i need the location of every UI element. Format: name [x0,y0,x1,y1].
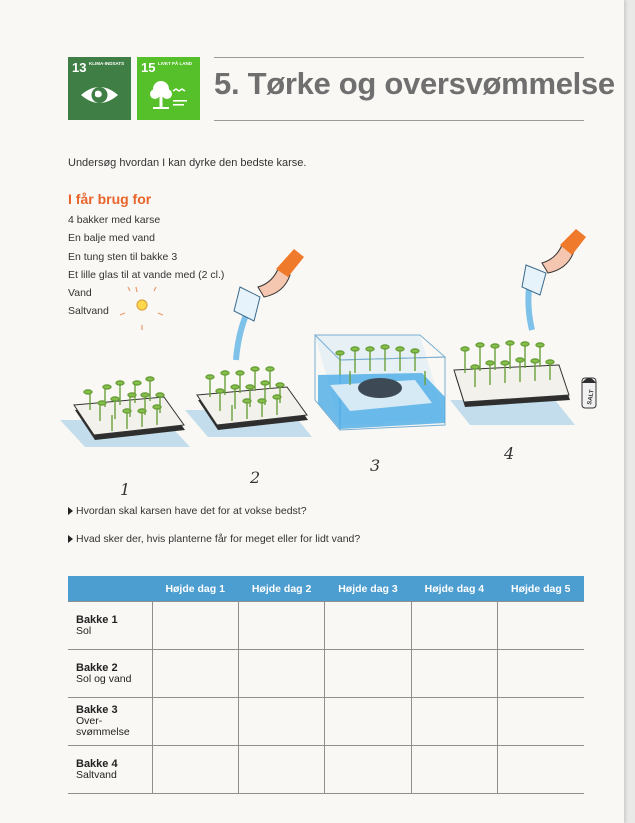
table-row [68,650,584,698]
title-rule-top [214,57,584,58]
row-desc: Sol og vand [76,672,132,685]
column-header: Højde dag 1 [152,576,238,602]
row-header [68,650,152,698]
measurement-cell[interactable] [238,746,324,794]
row-header [68,746,152,794]
measurement-cell[interactable] [411,746,497,794]
tray-number: 3 [370,456,381,475]
title-rule-bottom [214,120,584,121]
question-1 [68,505,307,517]
sdg13-number: 13 [72,60,87,75]
question-text: Hvad sker der, hvis planterne får for meget eller for lidt vand? [76,533,361,545]
row-desc: Sol [76,624,92,637]
measurement-cell[interactable] [152,602,238,650]
measurement-cell[interactable] [411,650,497,698]
measurement-cell[interactable] [152,746,238,794]
measurement-cell[interactable] [238,698,324,746]
tray-1 [60,377,190,447]
sdg15-label: LIVET PÅ LAND [158,61,193,66]
salt-shaker-icon [582,378,596,408]
row-desc: Over-svømmelse [76,715,130,738]
table-row [68,602,584,650]
measurement-cell[interactable] [498,602,584,650]
measurement-cell[interactable] [498,650,584,698]
measurement-cell[interactable] [152,650,238,698]
tray-number: 2 [250,468,261,487]
measurement-cell[interactable] [325,698,411,746]
measurement-cell[interactable] [411,602,497,650]
arrow-bullet-icon [68,535,73,543]
sun-icon [120,287,163,330]
row-desc: Saltvand [76,768,117,781]
row-header [68,698,152,746]
tray-2 [185,249,312,437]
row-name: Bakke 2 [76,661,118,674]
intro-text: Undersøg hvordan I kan dyrke den bedste karse. [68,157,307,169]
sdg13-label: KLIMA-INDSATS [89,61,125,66]
materials-item: En tung sten til bakke 3 [68,250,178,263]
row-header [68,602,152,650]
materials-heading: I får brug for [68,191,152,207]
measurement-cell[interactable] [498,746,584,794]
column-header: Højde dag 2 [238,576,324,602]
experiment-illustration [60,225,600,500]
column-header: Højde dag 5 [498,576,584,602]
materials-item: Saltvand [68,305,109,318]
row-name: Bakke 1 [76,613,118,626]
measurement-cell[interactable] [325,602,411,650]
row-name: Bakke 3 [76,704,118,716]
tray-number: 4 [504,444,515,463]
measurement-cell[interactable] [152,698,238,746]
materials-item: Et lille glas til at vande med (2 cl.) [68,268,225,281]
tray-4 [450,229,596,425]
materials-item: 4 bakker med karse [68,214,161,226]
height-table [68,576,584,794]
measurement-cell[interactable] [238,650,324,698]
measurement-cell[interactable] [238,602,324,650]
measurement-cell[interactable] [411,698,497,746]
table-row [68,698,584,746]
arrow-bullet-icon [68,507,73,515]
table-corner [68,576,152,602]
row-name: Bakke 4 [76,757,118,770]
materials-item: Vand [68,287,92,300]
salt-label: SALT [587,389,596,406]
materials-item: En balje med vand [68,232,155,245]
tree-bird-icon [137,57,200,120]
column-header: Højde dag 3 [325,576,411,602]
tray-3 [315,335,445,430]
table-row [68,746,584,794]
sdg13-badge [68,57,131,120]
eye-globe-icon [68,57,131,120]
sdg15-badge [137,57,200,120]
measurement-cell[interactable] [498,698,584,746]
page-title: 5. Tørke og oversvømmelse [214,66,615,101]
column-header: Højde dag 4 [411,576,497,602]
measurement-cell[interactable] [325,746,411,794]
measurement-cell[interactable] [325,650,411,698]
sdg15-number: 15 [141,60,156,75]
tray-number: 1 [120,480,131,499]
question-text: Hvordan skal karsen have det for at vokse bedst? [76,505,307,517]
question-2 [68,533,360,545]
